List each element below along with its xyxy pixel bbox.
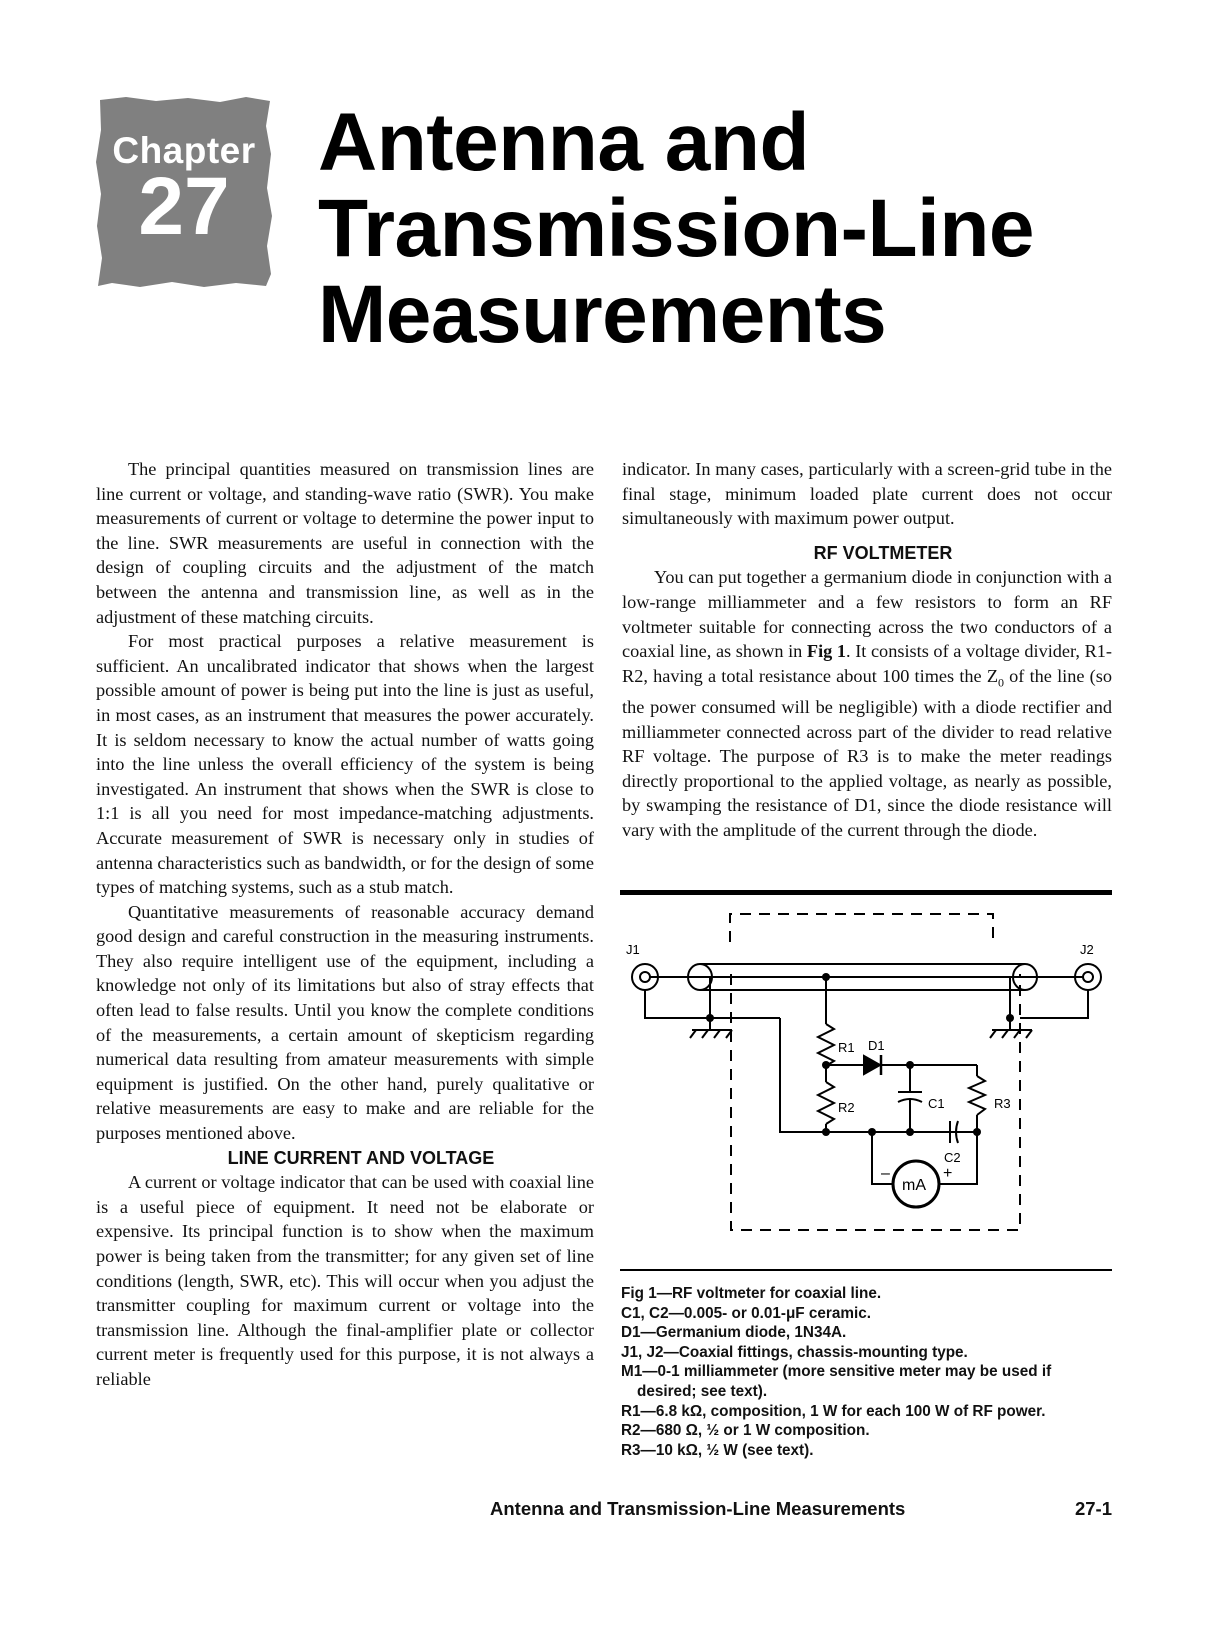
left-column: [96, 457, 594, 1392]
paragraph: indicator. In many cases, particularly with a screen-grid tube in the final stage, minimum loaded plate current does not occur simultaneously with maximum power output.: [622, 459, 1112, 529]
meter-minus: –: [881, 1165, 890, 1182]
caption-item: C1, C2—0.005- or 0.01-μF ceramic.: [621, 1304, 871, 1322]
j2-label: J2: [1080, 942, 1094, 957]
figure-top-rule: [620, 890, 1112, 895]
caption-item: R1—6.8 kΩ, composition, 1 W for each 100 W of RF power.: [621, 1402, 1046, 1420]
section-heading-line-current: LINE CURRENT AND VOLTAGE: [227, 1147, 495, 1168]
caption-item: M1—0-1 milliammeter (more sensitive meter may be used if desired; see text).: [621, 1363, 1052, 1400]
d1-diode: [864, 1056, 880, 1074]
subscript: 0: [998, 675, 1004, 690]
chapter-number: 27: [138, 161, 230, 252]
figure-reference: Fig 1: [806, 641, 847, 662]
r1-resistor: [818, 1024, 834, 1066]
c1-label: C1: [928, 1096, 945, 1111]
caption-title: Fig 1—RF voltmeter for coaxial line.: [621, 1285, 882, 1302]
j1-connector-inner: [640, 972, 650, 982]
footer-title: Antenna and Transmission-Line Measurements: [490, 1498, 906, 1519]
meter-label: mA: [902, 1177, 926, 1194]
j2-ground-wire: [1020, 990, 1088, 1018]
r1-label: R1: [838, 1040, 855, 1055]
paragraph: Quantitative measurements of reasonable accuracy demand good design and careful construction in the measuring instruments. They also require intelligent use of the equipment, including a knowledge not only of its limitations but also of stray effects that often lead to false results. Until you know the complete conditions of the measurements, a certain amount of skepticism regarding numerical data resulting from amateur measurements with simple equipment is justified. On the other hand, purely qualitative or relative measurements are easy to make and are reliable for the purposes mentioned above.: [96, 901, 594, 1144]
figure-caption: [621, 1284, 1113, 1460]
section-heading-rf-voltmeter: RF VOLTMETER: [813, 542, 953, 563]
page-number: 27-1: [1074, 1498, 1112, 1519]
paragraph: For most practical purposes a relative measurement is sufficient. An uncalibrated indicator that shows when the largest possible amount of power is being put into the line is just as useful, in most cases, as an instrument that measures the power accurately. It is seldom necessary to know the actual number of watts going into the line unless the overall efficiency of the system is being investigated. An instrument that shows when the SWR is close to 1:1 is all you need for most impedance-matching adjustments. Accurate measurement of SWR is necessary only in studies of antenna characteristics such as bandwidth, or for the design of some types of matching systems, such as a stub match.: [96, 631, 595, 898]
title-line: Antenna and: [318, 97, 810, 188]
chapter-label: Chapter: [112, 130, 256, 171]
paragraph: [622, 565, 1112, 842]
j1-ground-wire: [645, 990, 710, 1018]
paragraph-text: . It consists of a voltage divider, R1-R2, having a total resistance about 100 times the Z: [622, 641, 1112, 686]
page-footer: [490, 1498, 1112, 1524]
ground-return: [780, 1018, 971, 1132]
r2-label: R2: [838, 1100, 855, 1115]
r3-label: R3: [994, 1096, 1011, 1111]
title-line: Measurements: [318, 269, 887, 360]
right-column: [622, 457, 1112, 843]
title-line: Transmission-Line: [318, 183, 1035, 274]
shield-dashed-box-upper: [730, 914, 993, 942]
caption-item: J1, J2—Coaxial fittings, chassis-mounting type.: [621, 1343, 968, 1361]
page-title: [318, 97, 1198, 360]
paragraph-text: of the line (so the power consumed will be negligible) with a diode rectifier and milliammeter connected across part of the divider to read relative RF voltage. The purpose of R3 is to make the meter readings directly proportional to the applied voltage, as nearly as possible, by swamping the resistance of D1, since the diode resistance will vary with the amplitude of the current through the diode.: [622, 665, 1112, 840]
caption-item: R2—680 Ω, ½ or 1 W composition.: [621, 1422, 870, 1440]
chapter-badge: [96, 96, 272, 288]
d1-label: D1: [868, 1038, 885, 1053]
paragraph-text: You can put together a germanium diode in conjunction with a low-range milliammeter and a few resistors to form an RF voltmeter suitable for connecting across the two conductors of a coaxial line, as shown in: [622, 567, 1112, 662]
rf-voltmeter-schematic: [620, 912, 1112, 1262]
caption-item: D1—Germanium diode, 1N34A.: [621, 1324, 847, 1342]
r3-resistor: [969, 1076, 985, 1115]
paragraph: The principal quantities measured on transmission lines are line current or voltage, and standing-wave ratio (SWR). You make measurements of current or voltage to determine the power input to the line. SWR measurements are useful in connection with the design of coupling circuits and the adjustment of the match between the antenna and transmission line, as well as in the adjustment of these matching circuits.: [96, 459, 594, 627]
shield-dashed-box-lower: [731, 974, 1020, 1230]
c2-label: C2: [944, 1150, 961, 1165]
caption-rule: [620, 1269, 1112, 1271]
caption-item: R3—10 kΩ, ½ W (see text).: [621, 1441, 814, 1459]
schematic-figure: [620, 912, 1112, 1262]
j1-label: J1: [626, 942, 640, 957]
meter-plus: +: [943, 1165, 953, 1182]
paragraph: A current or voltage indicator that can be used with coaxial line is a useful piece of equipment. It need not be elaborate or expensive. Its principal function is to show when the maximum power is being taken from the transmitter; for any given set of line conditions (length, SWR, etc). This will occur when you adjust the transmitter coupling for maximum current or voltage into the transmission line. Although the final-amplifier plate or collector current meter is frequently used for this purpose, it is not always a reliable: [96, 1172, 594, 1389]
r2-resistor: [818, 1082, 834, 1124]
j2-connector-inner: [1083, 972, 1093, 982]
